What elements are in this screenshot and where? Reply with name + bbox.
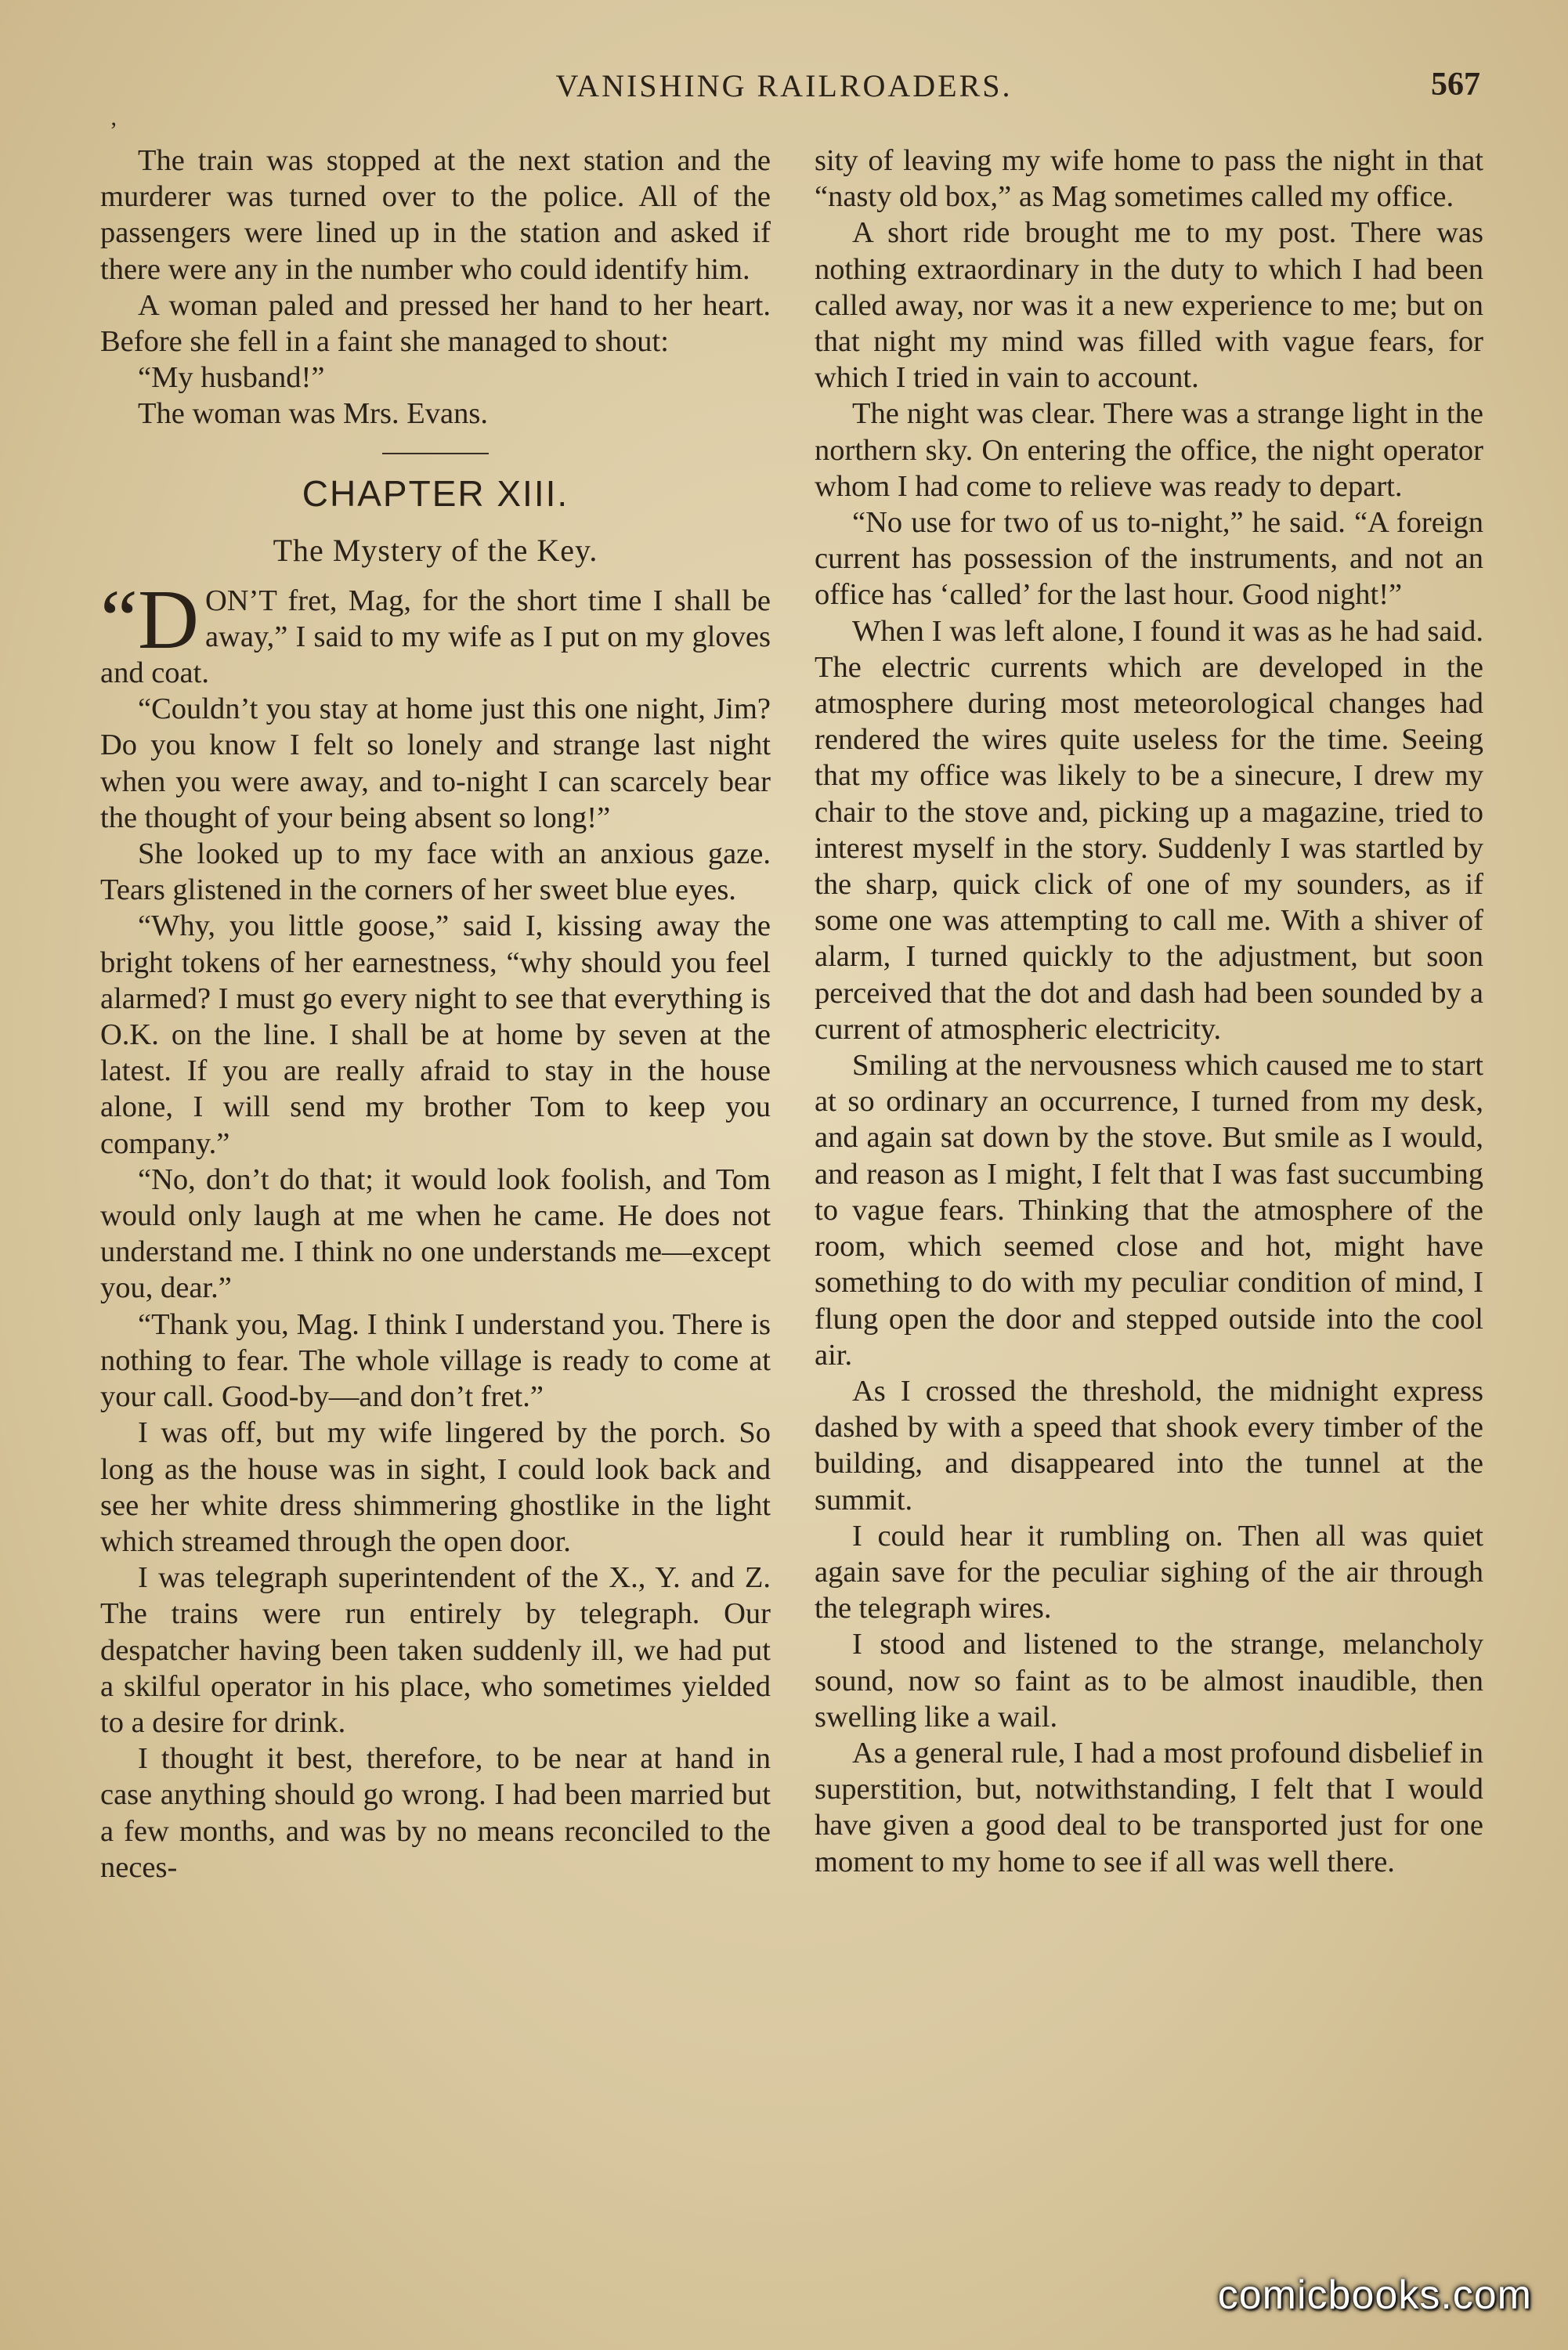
running-head	[0, 61, 1568, 116]
site-watermark: comicbooks.com	[1217, 2272, 1532, 2318]
paragraph: I could hear it rumbling on. Then all was quiet again save for the peculiar sighing of the air through the telegraph wires.	[815, 1519, 1483, 1625]
chapter-subtitle: The Mystery of the Key.	[273, 532, 598, 568]
drop-cap	[100, 573, 199, 667]
chapter-title: CHAPTER XIII.	[302, 472, 569, 514]
paragraph: A woman paled and pressed her hand to her heart. Before she fell in a faint she managed to shout:	[100, 288, 771, 359]
right-column	[815, 143, 1483, 1880]
drop-cap-quote: “	[100, 573, 138, 667]
paragraph: “My husband!”	[138, 361, 325, 395]
paragraph: “Why, you little goose,” said I, kissing away the bright tokens of her earnestness, “why should you feel alarmed? I must go every night to see that everything is O.K. on the line. I shall be at home by seven at the latest. If you are really afraid to stay in the house alone, I will send my brother Tom to keep you company.”	[100, 909, 771, 1160]
paragraph: When I was left alone, I found it was as he had said. The electric currents which are developed in the atmosphere during most meteorological changes had rendered the wires quite useless for the time. Seeing that my office was likely to be a sinecure, I drew my chair to the stove and, picking up a magazine, tried to interest myself in the story. Suddenly I was startled by the sharp, quick click of one of my sounders, as if some one was attempting to call me. With a shiver of alarm, I turned quickly to the adjustment, but soon perceived that the dot and dash had been sounded by a current of atmospheric electricity.	[815, 614, 1483, 1046]
paragraph: The woman was Mrs. Evans.	[138, 397, 488, 431]
paragraph: “No, don’t do that; it would look foolish, and Tom would only laugh at me when he came. He does not understand me. I think no one understands me—except you, dear.”	[100, 1162, 771, 1305]
paragraph-continued: sity of leaving my wife home to pass the night in that “nasty old box,” as Mag sometimes called my office.	[815, 144, 1483, 214]
section-divider	[382, 453, 489, 454]
paragraph: “Thank you, Mag. I think I understand you. There is nothing to fear. The whole village is ready to come at your call. Good-by—and don’t fret.”	[100, 1307, 771, 1414]
paragraph: The train was stopped at the next station and the murderer was turned over to the police. All of the passengers were lined up in the station and asked if there were any in the number who could identify him.	[100, 144, 771, 286]
opening-paragraph-text: ON’T fret, Mag, for the short time I shall be away,” I said to my wife as I put on my gloves and coat.	[100, 584, 771, 690]
page-number: 567	[1431, 67, 1480, 103]
opening-paragraph	[100, 573, 771, 692]
paragraph: The night was clear. There was a strange light in the northern sky. On entering the office, the night operator whom I had come to relieve was ready to depart.	[815, 397, 1483, 503]
paragraph: As a general rule, I had a most profound disbelief in superstition, but, notwithstanding, I felt that I would have given a good deal to be transported just for one moment to my home to see if all was well there.	[815, 1736, 1483, 1878]
paragraph: A short ride brought me to my post. There was nothing extraordinary in the duty to which I had been called away, nor was it a new experience to me; but on that night my mind was filled with vague fears, for which I tried in vain to account.	[815, 216, 1483, 395]
paragraph: “No use for two of us to-night,” he said. “A foreign current has possession of the instruments, and not an office has ‘called’ for the last hour. Good night!”	[815, 506, 1483, 612]
paragraph: I stood and listened to the strange, melancholy sound, now so faint as to be almost inaudible, then swelling like a wail.	[815, 1628, 1483, 1734]
drop-cap-letter: D	[137, 573, 199, 667]
paragraph: As I crossed the threshold, the midnight express dashed by with a speed that shook every timber of the building, and disappeared into the tunnel at the summit.	[815, 1374, 1483, 1517]
paragraph: “Couldn’t you stay at home just this one night, Jim? Do you know I felt so lonely and strange last night when you were away, and to-night I can scarcely bear the thought of your being absent so long!”	[100, 692, 771, 834]
paragraph: I thought it best, therefore, to be near at hand in case anything should go wrong. I had been married but a few months, and was by no means reconciled to the neces-	[100, 1742, 771, 1884]
running-title: VANISHING RAILROADERS.	[555, 68, 1013, 103]
paragraph: She looked up to my face with an anxious gaze. Tears glistened in the corners of her sweet blue eyes.	[100, 837, 771, 907]
paragraph: I was telegraph superintendent of the X., Y. and Z. The trains were run entirely by telegraph. Our despatcher having been taken suddenly ill, we had put a skilful operator in his place, who sometimes yielded to a desire for drink.	[100, 1561, 771, 1739]
stray-mark: ’	[110, 118, 117, 143]
paragraph: I was off, but my wife lingered by the porch. So long as the house was in sight, I could look back and see her white dress shimmering ghostlike in the light which streamed through the open door.	[100, 1416, 771, 1558]
left-column	[100, 143, 771, 1885]
paragraph: Smiling at the nervousness which caused me to start at so ordinary an occurrence, I turned from my desk, and again sat down by the stove. But smile as I would, and reason as I might, I felt that I was fast succumbing to vague fears. Thinking that the atmosphere of the room, which seemed close and hot, might have something to do with my peculiar condition of mind, I flung open the door and stepped outside into the cool air.	[815, 1049, 1483, 1372]
